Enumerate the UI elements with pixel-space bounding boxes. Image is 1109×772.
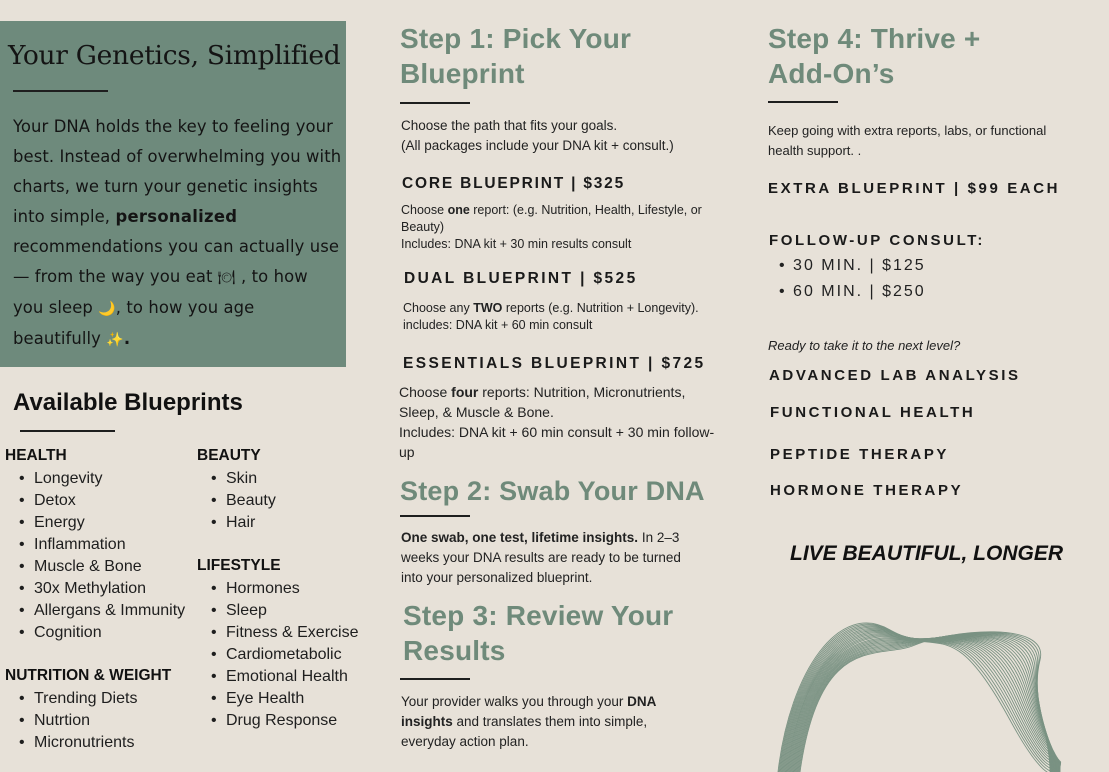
list-item: • Trending Diets [5, 688, 171, 710]
intro-body: Your DNA holds the key to feeling your best. Instead of overwhelming you with charts, we turn your genetic insights into simple, personalized recommendations you can actually use — from the way you eat 🍽 , to how you sleep 🌙, to how you age beautifully ✨. [13, 117, 342, 348]
list-item: • Skin [197, 468, 276, 490]
step3-divider [400, 678, 470, 680]
list-item: • Micronutrients [5, 732, 171, 754]
essentials-blueprint-text: Choose four reports: Nutrition, Micronutrients, Sleep, & Muscle & Bone. Includes: DNA kit + 60 min consult + 30 min follow-up [399, 384, 715, 460]
addon-item: ADVANCED LAB ANALYSIS [769, 367, 1021, 384]
step3-text: Your provider walks you through your DNA insights and translates them into simple, everyday action plan. [401, 694, 656, 749]
step2-title: Step 2: Swab Your DNA [400, 476, 705, 506]
step1-intro: Choose the path that fits your goals. (All packages include your DNA kit + consult.) [401, 118, 674, 153]
wave-line [784, 630, 1057, 772]
addon-item: PEPTIDE THERAPY [770, 446, 950, 463]
essentials-blueprint-title: ESSENTIALS BLUEPRINT | $725 [403, 355, 706, 372]
addon-item: FUNCTIONAL HEALTH [770, 404, 976, 421]
available-divider [20, 430, 115, 432]
list-item: • Emotional Health [197, 666, 358, 688]
wave-line [780, 625, 1060, 772]
list-item: • Muscle & Bone [5, 556, 185, 578]
step3-title: Step 3: Review Your Results [403, 600, 674, 666]
nutrition-title: NUTRITION & WEIGHT [5, 667, 172, 684]
followup-item: • 30 MIN. | $125 [779, 257, 926, 274]
step2-divider [400, 515, 470, 517]
dual-blueprint-title: DUAL BLUEPRINT | $525 [404, 270, 638, 287]
beauty-category [197, 447, 276, 534]
health-title: HEALTH [5, 447, 67, 464]
list-item: • Drug Response [197, 710, 358, 732]
beauty-title: BEAUTY [197, 447, 261, 464]
step2-text: One swab, one test, lifetime insights. In 2–3 weeks your DNA results are ready to be turned into your personalized blueprint. [401, 530, 681, 585]
available-blueprints-title: Available Blueprints [13, 389, 243, 416]
nutrition-list [5, 688, 171, 754]
dna-wave-graphic [760, 600, 1080, 772]
health-list [5, 468, 185, 644]
list-item: • Hair [197, 512, 276, 534]
list-item: • Detox [5, 490, 185, 512]
addon-item: HORMONE THERAPY [770, 482, 964, 499]
list-item: • Beauty [197, 490, 276, 512]
plate-icon: 🍽 [217, 270, 236, 286]
intro-title: Your Genetics, Simplified [8, 40, 341, 71]
list-item: • Nutrtion [5, 710, 171, 732]
dual-blueprint-text: Choose any TWO reports (e.g. Nutrition + Longevity). includes: DNA kit + 60 min consult [403, 301, 699, 332]
list-item: • Fitness & Exercise [197, 622, 358, 644]
extra-blueprint: EXTRA BLUEPRINT | $99 EACH [768, 180, 1061, 197]
list-item: • Inflammation [5, 534, 185, 556]
next-level-text: Ready to take it to the next level? [768, 338, 961, 353]
lifestyle-category [197, 557, 358, 732]
followup-item: • 60 MIN. | $250 [779, 283, 926, 300]
step1-divider [400, 102, 470, 104]
step4-title: Step 4: Thrive + Add-On’s [768, 23, 981, 89]
list-item: • 30x Methylation [5, 578, 185, 600]
health-category [5, 447, 185, 644]
sparkles-icon: ✨ [106, 332, 124, 348]
moon-icon: 🌙 [98, 301, 116, 317]
tagline: LIVE BEAUTIFUL, LONGER [790, 542, 1063, 565]
list-item: • Energy [5, 512, 185, 534]
core-blueprint-title: CORE BLUEPRINT | $325 [402, 175, 626, 192]
list-item: • Sleep [197, 600, 358, 622]
followup-consult-title: FOLLOW-UP CONSULT: [769, 232, 985, 249]
intro-divider [13, 90, 108, 92]
step1-title: Step 1: Pick Your Blueprint [400, 23, 632, 89]
core-blueprint-text: Choose one report: (e.g. Nutrition, Health, Lifestyle, or Beauty) Includes: DNA kit + 30 min results consult [401, 203, 702, 251]
nutrition-category [5, 667, 171, 754]
list-item: • Cardiometabolic [197, 644, 358, 666]
list-item: • Cognition [5, 622, 185, 644]
list-item: • Allergans & Immunity [5, 600, 185, 622]
step4-intro: Keep going with extra reports, labs, or functional health support. . [768, 123, 1047, 158]
list-item: • Hormones [197, 578, 358, 600]
lifestyle-title: LIFESTYLE [197, 557, 281, 574]
list-item: • Eye Health [197, 688, 358, 710]
lifestyle-list [197, 578, 358, 732]
beauty-list [197, 468, 276, 534]
list-item: • Longevity [5, 468, 185, 490]
step4-divider [768, 101, 838, 103]
